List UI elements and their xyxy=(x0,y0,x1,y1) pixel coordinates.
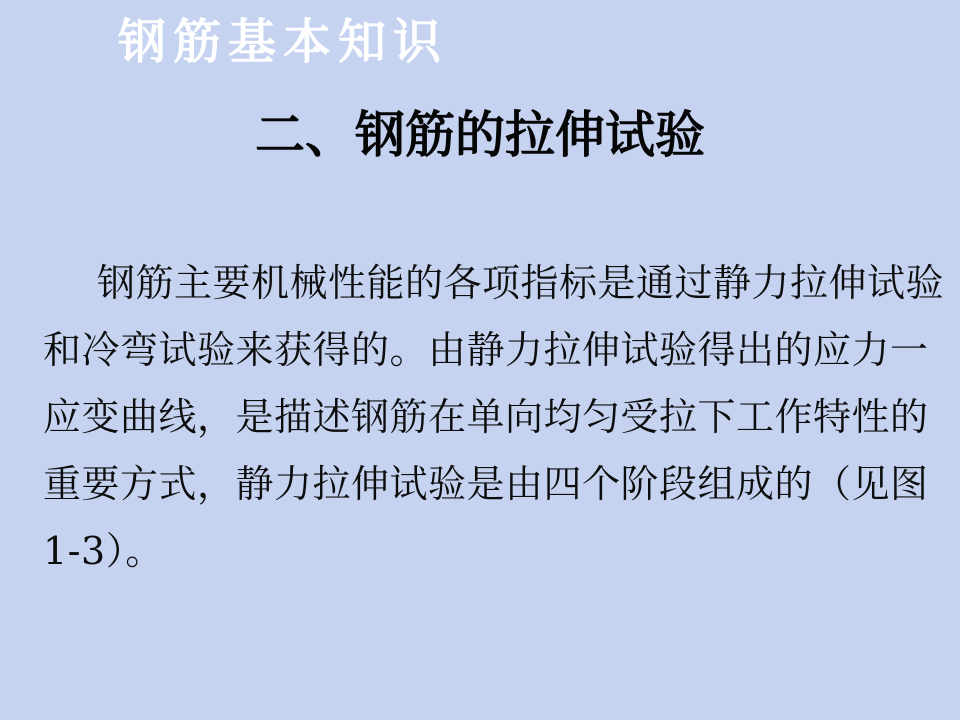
slide-title: 二、钢筋的拉伸试验 xyxy=(255,105,705,164)
body-text xyxy=(43,250,945,585)
body-line: 1-3）。 xyxy=(43,529,164,573)
body-line: 应变曲线，是描述钢筋在单向均匀受拉下工作特性的 xyxy=(43,395,929,439)
body-line: 重要方式，静力拉伸试验是由四个阶段组成的（见图 xyxy=(43,462,929,506)
body-line: 钢筋主要机械性能的各项指标是通过静力拉伸试验 xyxy=(97,261,945,305)
slide-header: 钢筋基本知识 xyxy=(118,14,449,70)
body-line: 和冷弯试验来获得的。由静力拉伸试验得出的应力一 xyxy=(43,328,929,372)
